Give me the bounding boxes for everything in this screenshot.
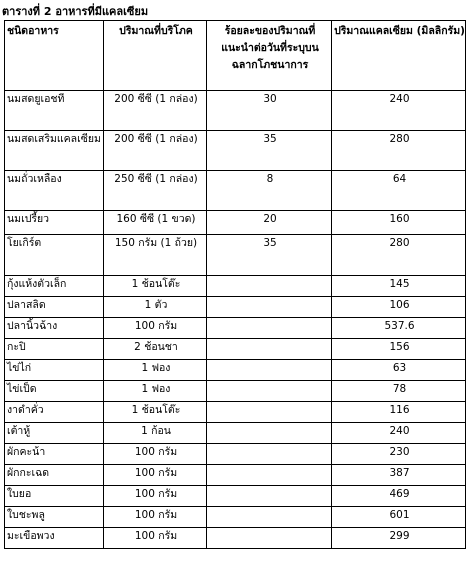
serving-cell: 160 ซีซี (1 ขวด) [104, 211, 207, 235]
calcium-cell: 280 [332, 131, 466, 171]
column-header-percent: ร้อยละของปริมาณที่แนะนำต่อวันที่ระบุบนฉลากโภชนาการ [207, 21, 332, 91]
calcium-cell: 63 [332, 360, 466, 381]
food-cell: ปลานิ้วฉ้าง [5, 318, 104, 339]
serving-cell: 100 กรัม [104, 318, 207, 339]
calcium-cell: 145 [332, 276, 466, 297]
food-cell: โยเกิร์ต [5, 235, 104, 276]
percent-cell: 20 [207, 211, 332, 235]
calcium-cell: 116 [332, 402, 466, 423]
food-cell: นมสดเสริมแคลเซียม [5, 131, 104, 171]
serving-cell: 200 ซีซี (1 กล่อง) [104, 131, 207, 171]
calcium-cell: 230 [332, 444, 466, 465]
food-cell: ไข่เป็ด [5, 381, 104, 402]
percent-cell [207, 528, 332, 549]
food-cell: ผักกะเฉด [5, 465, 104, 486]
calcium-cell: 387 [332, 465, 466, 486]
table-row [5, 339, 466, 360]
percent-cell [207, 276, 332, 297]
percent-cell: 35 [207, 131, 332, 171]
table-row [5, 423, 466, 444]
table-header-row [5, 21, 466, 91]
calcium-cell: 240 [332, 423, 466, 444]
food-cell: ไข่ไก่ [5, 360, 104, 381]
table-row [5, 528, 466, 549]
serving-cell: 1 ฟอง [104, 360, 207, 381]
food-cell: นมเปรี้ยว [5, 211, 104, 235]
percent-cell: 30 [207, 91, 332, 131]
percent-cell [207, 423, 332, 444]
food-cell: เต้าหู้ [5, 423, 104, 444]
calcium-cell: 280 [332, 235, 466, 276]
percent-cell [207, 381, 332, 402]
food-cell: ใบชะพลู [5, 507, 104, 528]
table-row [5, 381, 466, 402]
percent-cell [207, 318, 332, 339]
percent-cell [207, 444, 332, 465]
food-cell: ปลาสลิด [5, 297, 104, 318]
table-body [5, 91, 466, 549]
serving-cell: 100 กรัม [104, 444, 207, 465]
serving-cell: 100 กรัม [104, 465, 207, 486]
table-row [5, 131, 466, 171]
food-cell: ใบยอ [5, 486, 104, 507]
serving-cell: 100 กรัม [104, 507, 207, 528]
percent-cell [207, 339, 332, 360]
calcium-cell: 64 [332, 171, 466, 211]
food-cell: กะปิ [5, 339, 104, 360]
percent-cell: 35 [207, 235, 332, 276]
serving-cell: 1 ตัว [104, 297, 207, 318]
calcium-cell: 106 [332, 297, 466, 318]
calcium-cell: 469 [332, 486, 466, 507]
food-cell: มะเขือพวง [5, 528, 104, 549]
table-row [5, 91, 466, 131]
calcium-cell: 156 [332, 339, 466, 360]
table-row [5, 171, 466, 211]
food-cell: งาดำคั่ว [5, 402, 104, 423]
column-header-calcium: ปริมาณแคลเซียม (มิลลิกรัม) [332, 21, 466, 91]
serving-cell: 1 ก้อน [104, 423, 207, 444]
percent-cell [207, 465, 332, 486]
table-row [5, 318, 466, 339]
serving-cell: 100 กรัม [104, 486, 207, 507]
food-cell: ผักคะน้า [5, 444, 104, 465]
percent-cell [207, 360, 332, 381]
table-row [5, 465, 466, 486]
serving-cell: 1 ฟอง [104, 381, 207, 402]
calcium-cell: 537.6 [332, 318, 466, 339]
percent-cell [207, 297, 332, 318]
table-caption: ตารางที่ 2 อาหารที่มีแคลเซียม [2, 5, 149, 18]
serving-cell: 1 ช้อนโต๊ะ [104, 276, 207, 297]
food-cell: นมสดยูเอชที [5, 91, 104, 131]
calcium-cell: 601 [332, 507, 466, 528]
serving-cell: 2 ช้อนชา [104, 339, 207, 360]
table-row [5, 276, 466, 297]
serving-cell: 250 ซีซี (1 กล่อง) [104, 171, 207, 211]
percent-cell [207, 402, 332, 423]
serving-cell: 1 ช้อนโต๊ะ [104, 402, 207, 423]
food-cell: กุ้งแห้งตัวเล็ก [5, 276, 104, 297]
calcium-cell: 78 [332, 381, 466, 402]
percent-cell [207, 507, 332, 528]
calcium-cell: 160 [332, 211, 466, 235]
table-row [5, 360, 466, 381]
column-header-food: ชนิดอาหาร [5, 21, 104, 91]
table-row [5, 211, 466, 235]
serving-cell: 100 กรัม [104, 528, 207, 549]
calcium-cell: 240 [332, 91, 466, 131]
table-row [5, 444, 466, 465]
table-row [5, 402, 466, 423]
percent-cell: 8 [207, 171, 332, 211]
table-row [5, 507, 466, 528]
percent-cell [207, 486, 332, 507]
column-header-serving: ปริมาณที่บริโภค [104, 21, 207, 91]
serving-cell: 200 ซีซี (1 กล่อง) [104, 91, 207, 131]
calcium-cell: 299 [332, 528, 466, 549]
table-row [5, 297, 466, 318]
serving-cell: 150 กรัม (1 ถ้วย) [104, 235, 207, 276]
table-row [5, 486, 466, 507]
table-row [5, 235, 466, 276]
food-cell: นมถั่วเหลือง [5, 171, 104, 211]
calcium-foods-table [4, 20, 466, 549]
